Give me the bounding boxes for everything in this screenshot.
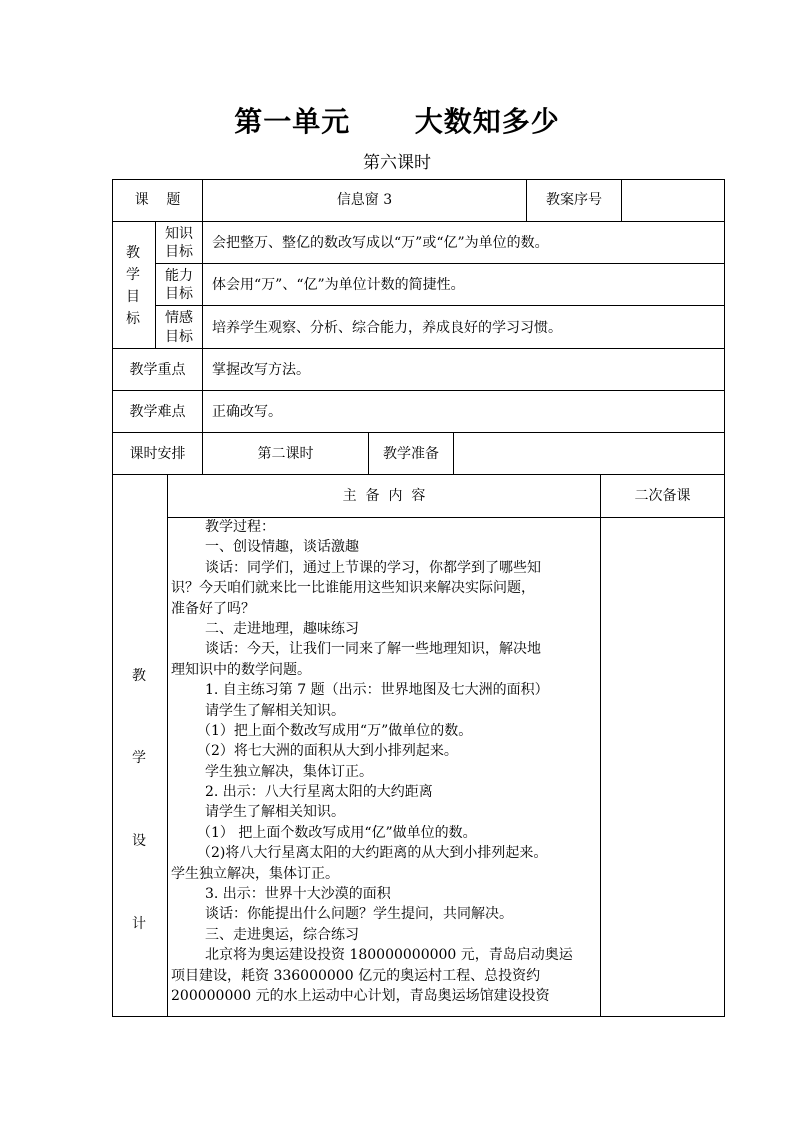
design-label-char: 学 (132, 750, 146, 766)
page-title: 第一单元 大数知多少 (234, 105, 560, 138)
topic-label: 课 题 (134, 192, 181, 208)
ability-goal-label-line2: 目标 (165, 286, 193, 302)
goals-label-char: 教 (126, 245, 140, 261)
content-line: 北京将为奥运建设投资 180000000000 元，青岛启动奥运 (205, 947, 573, 964)
ability-goal-cell (202, 263, 725, 306)
goals-label-char: 标 (126, 311, 140, 327)
emotion-goal-text: 培养学生观察、分析、综合能力，养成良好的学习习惯。 (212, 320, 562, 336)
design-label-char: 计 (132, 916, 146, 932)
plan-no-label: 教案序号 (546, 192, 602, 208)
schedule-value: 第二课时 (257, 446, 314, 462)
goals-label-char: 学 (126, 267, 140, 283)
schedule-label: 课时安排 (129, 446, 186, 462)
secondary-header: 二次备课 (634, 488, 691, 504)
page-subtitle: 第六课时 (363, 153, 431, 173)
emotion-goal-label-line2: 目标 (165, 329, 193, 345)
goals-label-cell (112, 221, 156, 349)
topic-value: 信息窗 3 (336, 192, 393, 208)
lesson-content (171, 517, 603, 1017)
content-line: （1）把上面个数改写成用“万”做单位的数。 (197, 722, 473, 739)
main-header: 主 备 内 容 (342, 488, 426, 504)
plan-no-label-cell (526, 179, 622, 222)
difficulty-label: 教学难点 (129, 404, 186, 420)
emotion-goal-label-cell (155, 305, 203, 349)
key-point-text: 掌握改写方法。 (212, 362, 310, 378)
key-point-label: 教学重点 (129, 362, 186, 378)
key-point-cell (202, 348, 725, 391)
content-line: （2）将七大洲的面积从大到小排列起来。 (197, 743, 458, 760)
schedule-label-cell (112, 432, 203, 475)
content-line: 准备好了吗？ (171, 600, 255, 617)
difficulty-text: 正确改写。 (212, 404, 282, 420)
content-line: 项目建设，耗资 336000000 亿元的奥运村工程、总投资约 (171, 967, 541, 984)
content-line: 1. 自主练习第 7 题（出示：世界地图及七大洲的面积） (205, 682, 549, 699)
knowledge-goal-label-line1: 知识 (165, 226, 193, 242)
content-line: 200000000 元的水上运动中心计划，青岛奥运场馆建设投资 (171, 987, 550, 1004)
content-line: 一、创设情趣，谈话激趣 (205, 539, 359, 556)
secondary-header-cell (600, 474, 725, 518)
ability-goal-label-line1: 能力 (165, 268, 193, 284)
knowledge-goal-label-cell (155, 221, 203, 264)
content-line: 请学生了解相关知识。 (205, 702, 345, 719)
topic-value-cell (202, 179, 527, 222)
knowledge-goal-text: 会把整万、整亿的数改写成以“万”或“亿”为单位的数。 (212, 235, 549, 251)
content-line: 学生独立解决，集体订正。 (171, 865, 339, 882)
content-line: 识？今天咱们就来比一比谁能用这些知识来解决实际问题， (171, 580, 535, 597)
design-label-char: 教 (132, 668, 146, 684)
key-point-label-cell (112, 348, 203, 391)
content-line: （1） 把上面个数改写成用“亿”做单位的数。 (197, 824, 477, 841)
content-line: 2. 出示：八大行星离太阳的大约距离 (205, 784, 433, 801)
content-line: 请学生了解相关知识。 (205, 804, 345, 821)
topic-label-cell (112, 179, 203, 222)
plan-no-value-cell (621, 179, 725, 222)
design-label-cell (112, 474, 168, 1017)
content-line: 谈话：今天，让我们一同来了解一些地理知识，解决地 (205, 641, 541, 658)
difficulty-label-cell (112, 390, 203, 433)
goals-label-char: 目 (126, 289, 140, 305)
knowledge-goal-cell (202, 221, 725, 264)
prep-label: 教学准备 (383, 446, 439, 462)
design-label-char: 设 (132, 833, 146, 849)
content-line: 3. 出示：世界十大沙漠的面积 (205, 886, 391, 903)
secondary-content-cell (600, 517, 725, 1017)
ability-goal-label-cell (155, 263, 203, 306)
content-line: （2)将八大行星离太阳的大约距离的从大到小排列起来。 (197, 845, 548, 862)
prep-label-cell (368, 432, 454, 475)
content-line: 理知识中的数学问题。 (171, 661, 311, 678)
knowledge-goal-label-line2: 目标 (165, 244, 193, 260)
difficulty-cell (202, 390, 725, 433)
content-line: 教学过程： (205, 519, 275, 535)
main-header-cell (167, 474, 601, 518)
content-line: 学生独立解决，集体订正。 (205, 763, 373, 780)
content-line: 二、走进地理，趣味练习 (205, 620, 359, 637)
prep-value-cell (453, 432, 725, 475)
schedule-value-cell (202, 432, 369, 475)
emotion-goal-label-line1: 情感 (165, 310, 193, 326)
ability-goal-text: 体会用“万”、“亿”为单位计数的简捷性。 (212, 277, 465, 293)
content-line: 谈话：同学们，通过上节课的学习，你都学到了哪些知 (205, 559, 541, 576)
content-line: 三、走进奥运，综合练习 (205, 926, 359, 943)
content-line: 谈话：你能提出什么问题？学生提问，共同解决。 (205, 906, 513, 923)
emotion-goal-cell (202, 305, 725, 349)
